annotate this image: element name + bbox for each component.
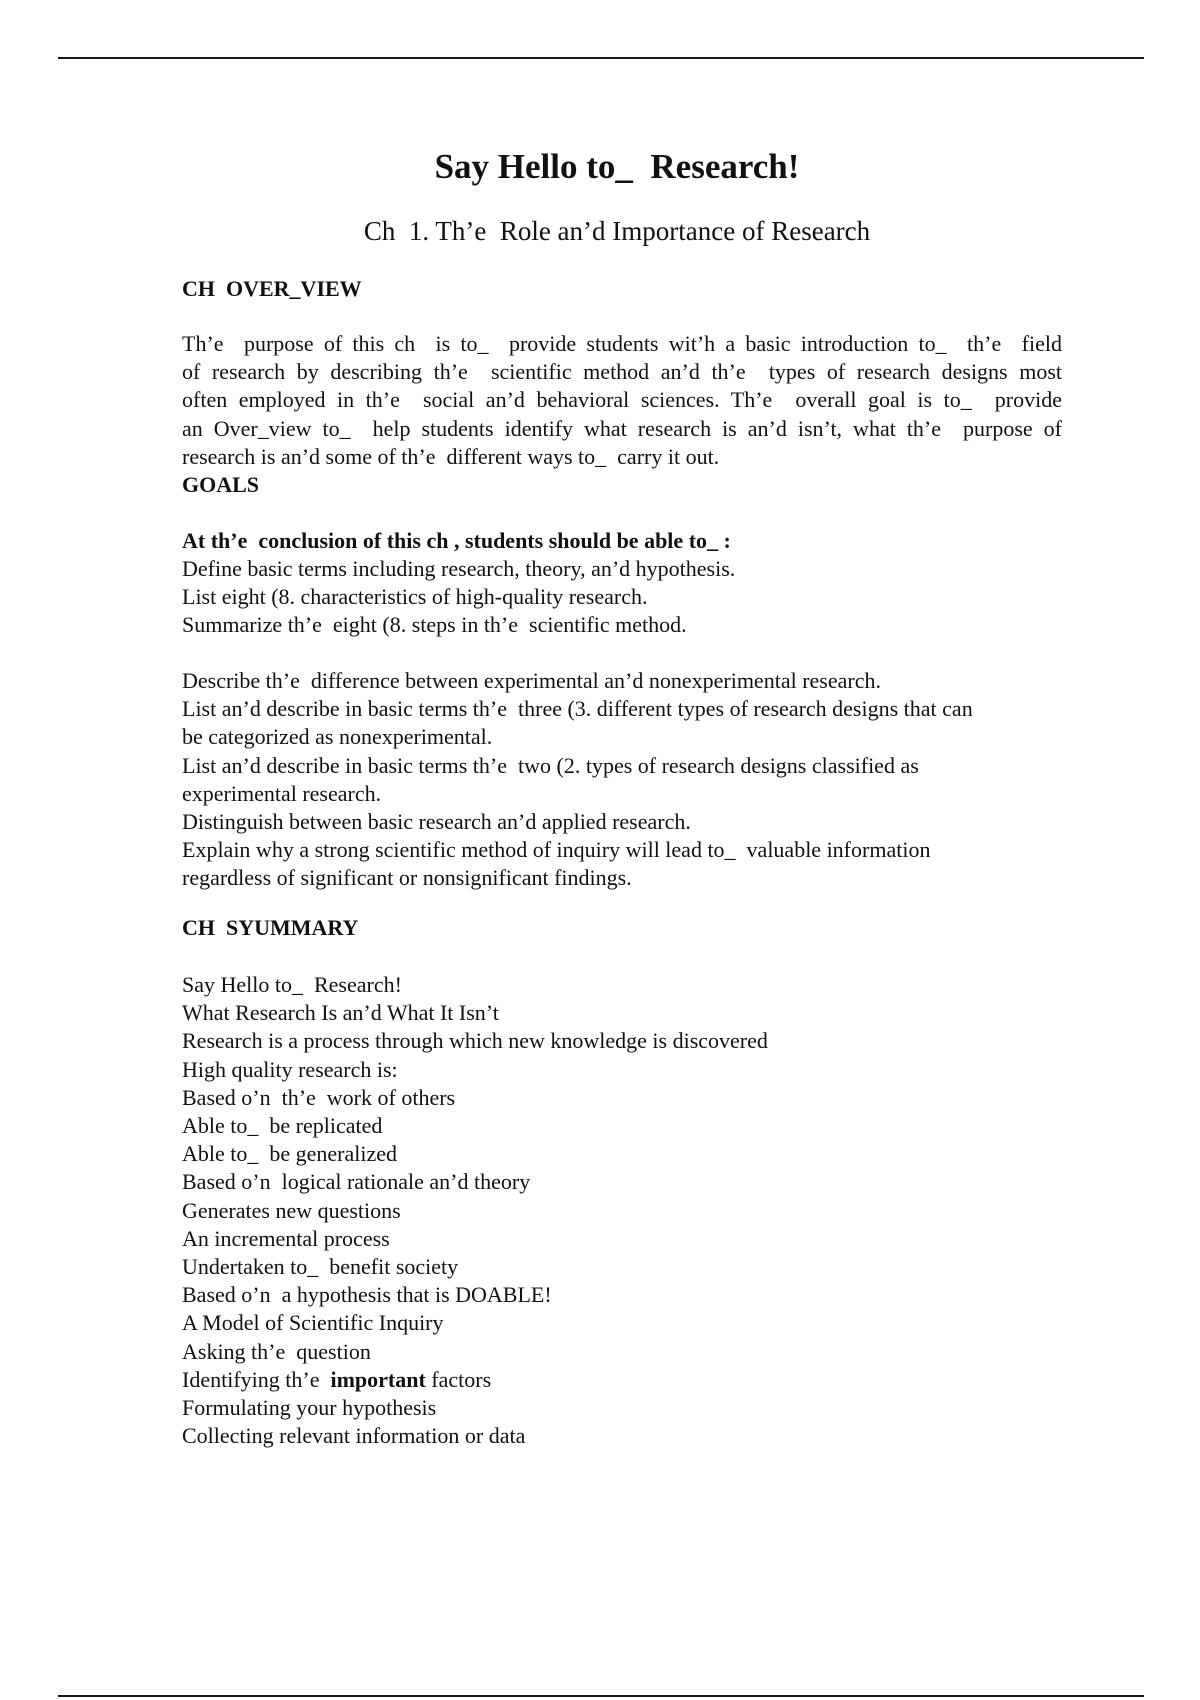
important-emphasis: important (330, 1366, 426, 1392)
summary-item: Say Hello to_ Research! (182, 972, 402, 997)
goals-lead: At th’e conclusion of this ch , students should be able to_ : (182, 528, 731, 553)
goal-item: List an’d describe in basic terms th’e three (3. different types of research designs that can (182, 696, 973, 722)
summary-item: Able to_ be generalized (182, 1141, 398, 1167)
summary-item: Collecting relevant information or data (182, 1423, 526, 1449)
summary-item: Generates new questions (182, 1197, 401, 1223)
summary-item: Based o’n a hypothesis that is DOABLE! (182, 1282, 552, 1308)
goal-item: Summarize th’e eight (8. steps in th’e scientific method. (182, 612, 687, 638)
summary-item-text: Identifying th’e (182, 1366, 331, 1392)
summary-list (182, 971, 768, 1450)
goal-item: regardless of significant or nonsignificant findings. (182, 865, 632, 891)
summary-heading: CH SYUMMARY (182, 915, 359, 940)
summary-item-text: factors (425, 1366, 492, 1392)
document-title: Say Hello to_ Research! (434, 147, 800, 186)
summary-item: Able to_ be replicated (182, 1113, 383, 1139)
goal-item: Distinguish between basic research an’d applied research. (182, 809, 691, 835)
summary-item: Formulating your hypothesis (182, 1395, 437, 1421)
goal-item: Explain why a strong scientific method of inquiry will lead to_ valuable information (182, 837, 931, 863)
goals-heading: GOALS (182, 472, 260, 497)
goals-list-1 (182, 555, 735, 640)
summary-item: Asking th’e question (182, 1338, 371, 1364)
overview-line: an Over_view to_ help students identify what research is an’d isn’t, what th’e purpose of (182, 415, 1062, 441)
summary-item: An incremental process (182, 1225, 390, 1251)
bottom-rule (58, 1695, 1144, 1697)
overview-line: often employed in th’e social an’d behavioral sciences. Th’e overall goal is to_ provide (182, 387, 1062, 413)
overview-line: research is an’d some of th’e different ways to_ carry it out. (182, 443, 720, 469)
top-rule (58, 57, 1144, 59)
goal-item: be categorized as nonexperimental. (182, 724, 493, 750)
summary-item: Based o’n logical rationale an’d theory (182, 1169, 531, 1195)
summary-item: A Model of Scientific Inquiry (182, 1310, 444, 1336)
overview-heading: CH OVER_VIEW (182, 276, 362, 301)
summary-item-important (182, 1366, 768, 1394)
summary-item: Based o’n th’e work of others (182, 1084, 456, 1110)
overview-paragraph (182, 330, 1062, 471)
summary-item: Research is a process through which new knowledge is discovered (182, 1028, 768, 1054)
goal-item: experimental research. (182, 780, 382, 806)
chapter-subtitle: Ch 1. Th’e Role an’d Importance of Research (363, 216, 871, 246)
goal-item: List an’d describe in basic terms th’e two (2. types of research designs classified as (182, 752, 919, 778)
summary-item: High quality research is: (182, 1056, 398, 1082)
overview-line: Th’e purpose of this ch is to_ provide students wit’h a basic introduction to_ th’e field (182, 331, 1062, 356)
goal-item: List eight (8. characteristics of high-quality research. (182, 584, 648, 610)
summary-item: Undertaken to_ benefit society (182, 1254, 459, 1280)
overview-line: of research by describing th’e scientific method an’d th’e types of research designs most (182, 359, 1062, 385)
goal-item: Describe th’e difference between experimental an’d nonexperimental research. (182, 668, 881, 693)
goals-list-2 (182, 667, 973, 893)
summary-item: What Research Is an’d What It Isn’t (182, 1000, 499, 1026)
goal-item: Define basic terms including research, theory, an’d hypothesis. (182, 556, 736, 581)
